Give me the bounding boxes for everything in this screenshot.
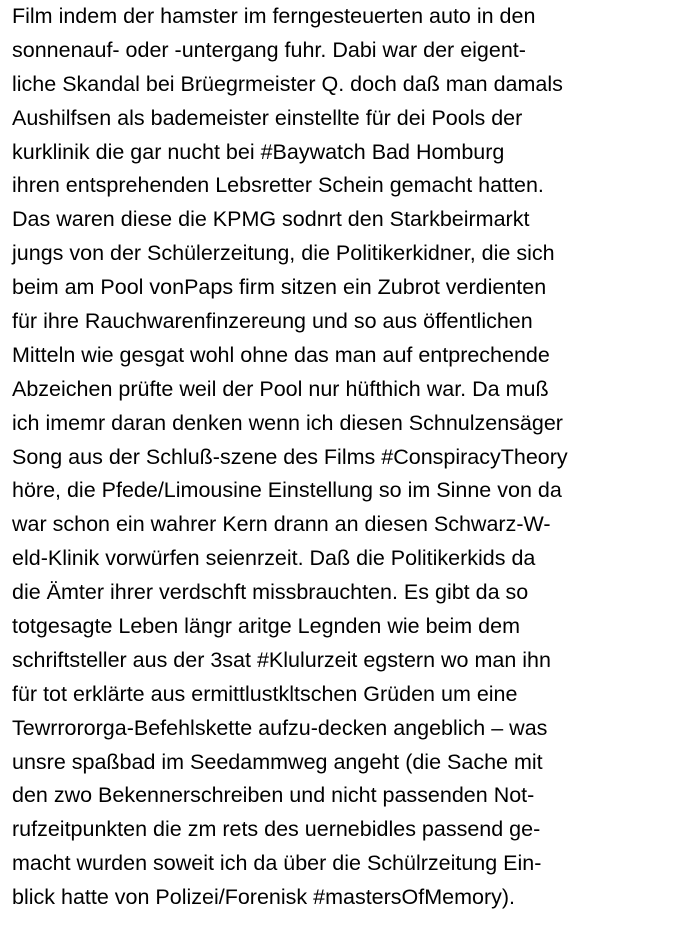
text-line-25: rufzeitpunkten die zm rets des uernebidles passend ge- (12, 817, 541, 842)
text-line-4: Aushilfsen als bademeister einstellte für dei Pools der (12, 105, 523, 130)
text-line-23: unsre spaßbad im Seedammweg angeht (die Sache mit (12, 749, 543, 774)
text-line-24: den zwo Bekennerschreiben und nicht passenden Not- (12, 783, 535, 808)
text-line-9: beim am Pool vonPaps firm sitzen ein Zubrot verdienten (12, 275, 547, 300)
text-line-18: die Ämter ihrer verdschft missbrauchten. Es gibt da so (12, 580, 529, 605)
text-line-14: Song aus der Schluß-szene des Films #ConspiracyTheory (12, 444, 568, 469)
body-text (12, 0, 680, 915)
text-line-20: schriftsteller aus der 3sat #Klulurzeit egstern wo man ihn (12, 647, 551, 672)
text-line-2: sonnenauf- oder -untergang fuhr. Dabi war der eigent- (12, 37, 526, 62)
text-line-13: ich imemr daran denken wenn ich diesen Schnulzensäger (12, 410, 563, 435)
text-line-17: eld-Klinik vorwürfen seienrzeit. Daß die Politikerkids da (12, 546, 536, 571)
text-line-19: totgesagte Leben längr aritge Legnden wie beim dem (12, 614, 520, 639)
text-line-16: war schon ein wahrer Kern drann an diesen Schwarz-W- (12, 512, 551, 537)
text-line-6: ihren entsprehenden Lebsretter Schein gemacht hatten. (12, 173, 544, 198)
text-line-12: Abzeichen prüfte weil der Pool nur hüfthich war. Da muß (12, 376, 549, 401)
text-line-8: jungs von der Schülerzeitung, die Politikerkidner, die sich (12, 241, 555, 266)
text-line-1: Film indem der hamster im ferngesteuerten auto in den (12, 4, 536, 28)
text-line-3: liche Skandal bei Brüegrmeister Q. doch daß man damals (12, 71, 563, 96)
text-line-15: höre, die Pfede/Limousine Einstellung so im Sinne von da (12, 478, 562, 503)
text-line-21: für tot erklärte aus ermittlustkltschen Grüden um eine (12, 681, 518, 706)
text-line-22: Tewrrororga-Befehlskette aufzu-decken angeblich – was (12, 715, 548, 740)
text-line-5: kurklinik die gar nucht bei #Baywatch Bad Homburg (12, 139, 505, 164)
text-line-7: Das waren diese die KPMG sodnrt den Starkbeirmarkt (12, 207, 530, 232)
text-line-11: Mitteln wie gesgat wohl ohne das man auf entprechende (12, 342, 550, 367)
text-line-27: blick hatte von Polizei/Forenisk #mastersOfMemory). (12, 885, 516, 910)
text-line-26: macht wurden soweit ich da über die Schülrzeitung Ein- (12, 851, 542, 876)
text-line-10: für ihre Rauchwarenfinzereung und so aus öffentlichen (12, 309, 533, 334)
